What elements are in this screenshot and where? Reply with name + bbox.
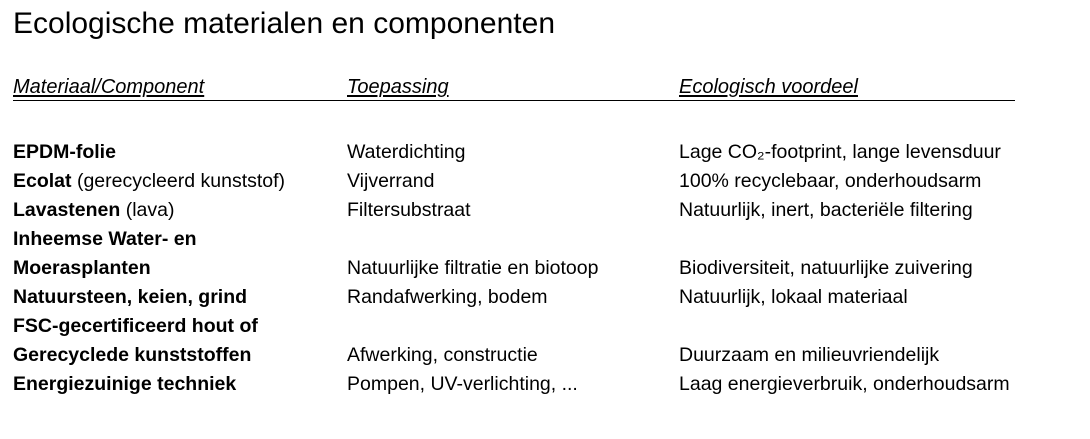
material-name: EPDM-folie bbox=[13, 141, 116, 163]
material-cell bbox=[13, 283, 247, 312]
table-row bbox=[13, 254, 1083, 283]
material-cell bbox=[13, 138, 116, 167]
table-row bbox=[13, 312, 1083, 341]
benefit-cell: Natuurlijk, inert, bacteriële filtering bbox=[679, 199, 973, 221]
material-detail: (lava) bbox=[120, 199, 175, 221]
application-cell: Vijverrand bbox=[347, 170, 435, 192]
material-cell bbox=[13, 341, 251, 370]
application-cell: Filtersubstraat bbox=[347, 199, 471, 221]
table-row bbox=[13, 138, 1083, 167]
material-name: FSC-gecertificeerd hout of bbox=[13, 315, 258, 337]
material-name: Inheemse Water- en bbox=[13, 228, 197, 250]
material-detail: (gerecycleerd kunststof) bbox=[71, 170, 286, 192]
table-row bbox=[13, 341, 1083, 370]
material-cell bbox=[13, 312, 258, 341]
table-row bbox=[13, 370, 1083, 399]
material-name: Ecolat bbox=[13, 170, 72, 192]
page-title: Ecologische materialen en componenten bbox=[13, 7, 556, 40]
table-row bbox=[13, 225, 1083, 254]
benefit-cell: Duurzaam en milieuvriendelijk bbox=[679, 344, 940, 366]
application-cell: Waterdichting bbox=[347, 141, 466, 163]
benefit-cell: Lage CO₂-footprint, lange levensduur bbox=[679, 141, 1001, 163]
material-cell bbox=[13, 196, 175, 225]
table-row bbox=[13, 167, 1083, 196]
benefit-cell: 100% recyclebaar, onderhoudsarm bbox=[679, 170, 982, 192]
benefit-cell: Laag energieverbruik, onderhoudsarm bbox=[679, 373, 1010, 395]
column-header-material: Materiaal/Component bbox=[13, 76, 205, 98]
column-header-benefit: Ecologisch voordeel bbox=[679, 76, 858, 98]
material-name: Moerasplanten bbox=[13, 257, 151, 279]
application-cell: Afwerking, constructie bbox=[347, 344, 538, 366]
application-cell: Natuurlijke filtratie en biotoop bbox=[347, 257, 599, 279]
material-cell bbox=[13, 225, 197, 254]
material-name: Energiezuinige techniek bbox=[13, 373, 237, 395]
table-row bbox=[13, 283, 1083, 312]
material-cell bbox=[13, 167, 285, 196]
application-cell: Randafwerking, bodem bbox=[347, 286, 548, 308]
material-name: Gerecyclede kunststoffen bbox=[13, 344, 252, 366]
column-header-application: Toepassing bbox=[347, 76, 449, 98]
table-row bbox=[13, 196, 1083, 225]
benefit-cell: Biodiversiteit, natuurlijke zuivering bbox=[679, 257, 973, 279]
material-name: Natuursteen, keien, grind bbox=[13, 286, 248, 308]
table-header bbox=[13, 74, 1015, 101]
benefit-cell: Natuurlijk, lokaal materiaal bbox=[679, 286, 908, 308]
table-body bbox=[13, 138, 1083, 399]
material-name: Lavastenen bbox=[13, 199, 121, 221]
application-cell: Pompen, UV-verlichting, ... bbox=[347, 373, 578, 395]
material-cell bbox=[13, 370, 236, 399]
material-cell bbox=[13, 254, 151, 283]
